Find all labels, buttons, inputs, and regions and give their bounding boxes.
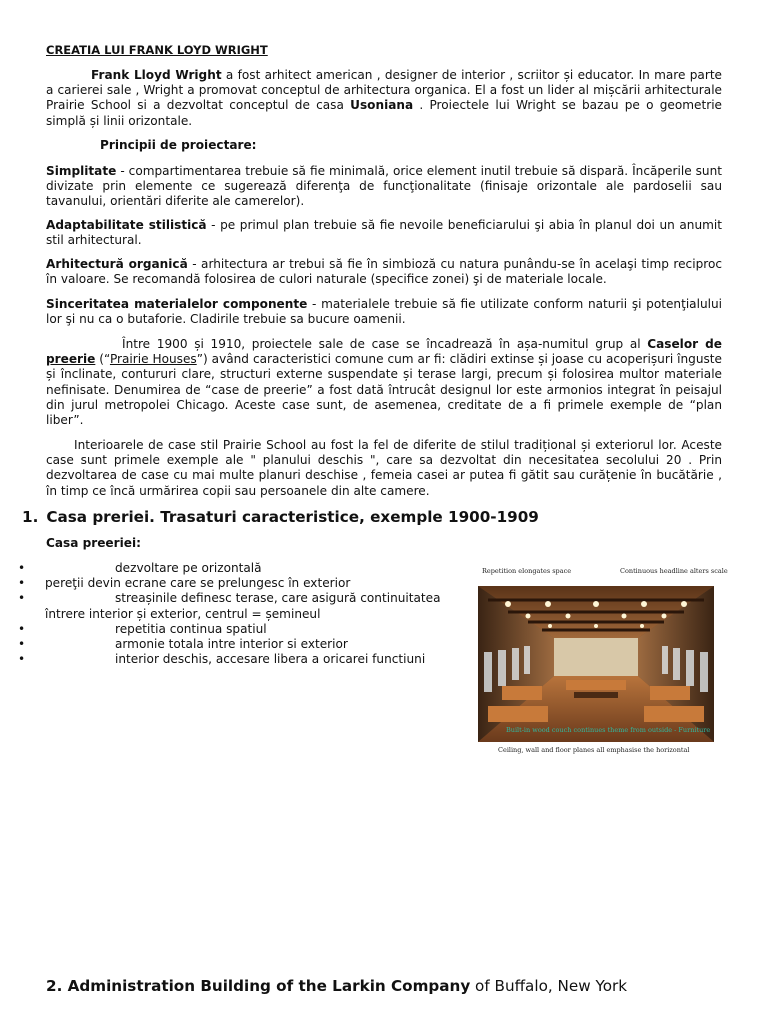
bullet-icon: • <box>18 576 26 591</box>
principle-adaptabilitate: Adaptabilitate stilistică - pe primul plan trebuie să fie nevoile beneficiarului şi abia în planul doi un anumit stil arhitectural. <box>46 218 722 248</box>
bullet-text: repetitia continua spatiul <box>115 621 267 636</box>
list-item <box>18 622 468 637</box>
architect-name: Frank Lloyd Wright <box>91 68 222 82</box>
bullet-text: pereţii devin ecrane care se prelungesc în exterior <box>45 576 351 591</box>
list-item <box>18 561 468 576</box>
bullet-icon: • <box>18 591 26 606</box>
bullet-text: armonie totala intre interior si exterior <box>115 637 348 652</box>
bullet-icon: • <box>18 637 26 652</box>
list-item <box>18 591 468 621</box>
principle-sinceritate: Sinceritatea materialelor componente - materialele trebuie să fie utilizate conform naturii şi potenţialului lor şi nu ca o butaforie. Cladirile trebuie sa bucure oamenii. <box>46 297 722 327</box>
prairie-houses-link[interactable]: Prairie Houses <box>109 352 197 367</box>
bullet-text: interior deschis, accesare libera a oricarei functiuni <box>115 652 426 667</box>
section-2-heading: 2. Administration Building of the Larkin Company of Buffalo, New York <box>46 977 628 995</box>
preerie-link[interactable]: preerie <box>46 352 96 367</box>
intro-paragraph: Frank Lloyd Wright a fost arhitect american , designer de interior , scriitor și educator. In mare parte a carierei sale , Wright a promovat conceptul de arhitectura organica. El a fost un lider al mișcării arhitecturale Prairie School si a dezvoltat conceptul de casa Usoniana . Proiectele lui Wright se bazau pe o geometrie simplă și linii orizontale. <box>46 68 722 128</box>
principle-arhitectura-organica: Arhitectură organică - arhitectura ar trebui să fie în simbioză cu natura punându-se în acelaşi timp reciproc în valoare. Se recomandă folosirea de culori naturale (specifice zonei) şi de materiale locale. <box>46 257 722 287</box>
document-title: CREATIA LUI FRANK LOYD WRIGHT <box>46 43 268 57</box>
caption-top-right: Continuous headline alters scale <box>620 567 728 575</box>
prairie-history-paragraph: Între 1900 și 1910, proiectele sale de case se încadrează în așa-numitul grup al Caselor de preerie (“Prairie Houses”) având caracteristici comune cum ar fi: clădiri extinse și joase cu acoperișuri înguste și înclinate, contururi clare, structuri externe suspendate și terase largi, precum și folosirea multor materiale nefinisate. Denumirea de “case de preerie” a fost dată întrucât designul lor este armonios integrat în peisajul din jurul metropolei Chicago. Aceste case sunt, de asemenea, creditate de a fi primele exemple de “plan liber”. <box>46 337 722 428</box>
list-item <box>18 637 468 652</box>
interior-paragraph: Interioarele de case stil Prairie School au fost la fel de diferite de stilul tradițional și exteriorul lor. Aceste case sunt primele exemple ale " planului deschis ", care sa dezvoltat din necesitatea secolului 20 . Prin dezvoltarea de case cu mai multe planuri deschise , femeia casei ar putea fi gătit sau curățenie în bucătărie , în timp ce încă urmărirea copii sau persoanele din alte camere. <box>46 438 722 498</box>
bullet-icon: • <box>18 561 26 575</box>
bullet-icon: • <box>18 621 26 636</box>
list-item <box>18 576 468 591</box>
usoniana-term: Usoniana <box>350 98 414 113</box>
interior-photo <box>478 586 714 742</box>
casa-preeriei-subheading: Casa preeriei: <box>46 536 141 550</box>
bullet-text: streașinile definesc terase, care asigură continuitatea întrere interior și exterior, centrul = șemineul <box>45 591 441 621</box>
principle-simplitate: Simplitate - compartimentarea trebuie să fie minimală, orice element inutil trebuie să dispară. Încăperile sunt divizate prin elemente ce sugerează diferenţa de funcţionalitate (finisaje orizontale ale pardoselii sau tavanului, orientări diferite ale camerelor). <box>46 164 722 209</box>
principles-heading: Principii de proiectare: <box>100 138 257 152</box>
section-1-heading: 1. Casa preriei. Trasaturi caracteristice, exemple 1900-1909 <box>22 508 539 526</box>
caption-bottom: Ceiling, wall and floor planes all emphasise the horizontal <box>498 746 690 754</box>
features-bullet-list <box>18 561 468 667</box>
bullet-icon: • <box>18 652 26 667</box>
caption-top-left: Repetition elongates space <box>482 567 572 575</box>
caption-overlay: Built-in wood couch continues theme from outside - Furniture <box>506 726 711 734</box>
bullet-text: dezvoltare pe orizontală <box>115 561 262 575</box>
prairie-interior-figure <box>476 562 728 758</box>
list-item <box>18 652 468 667</box>
